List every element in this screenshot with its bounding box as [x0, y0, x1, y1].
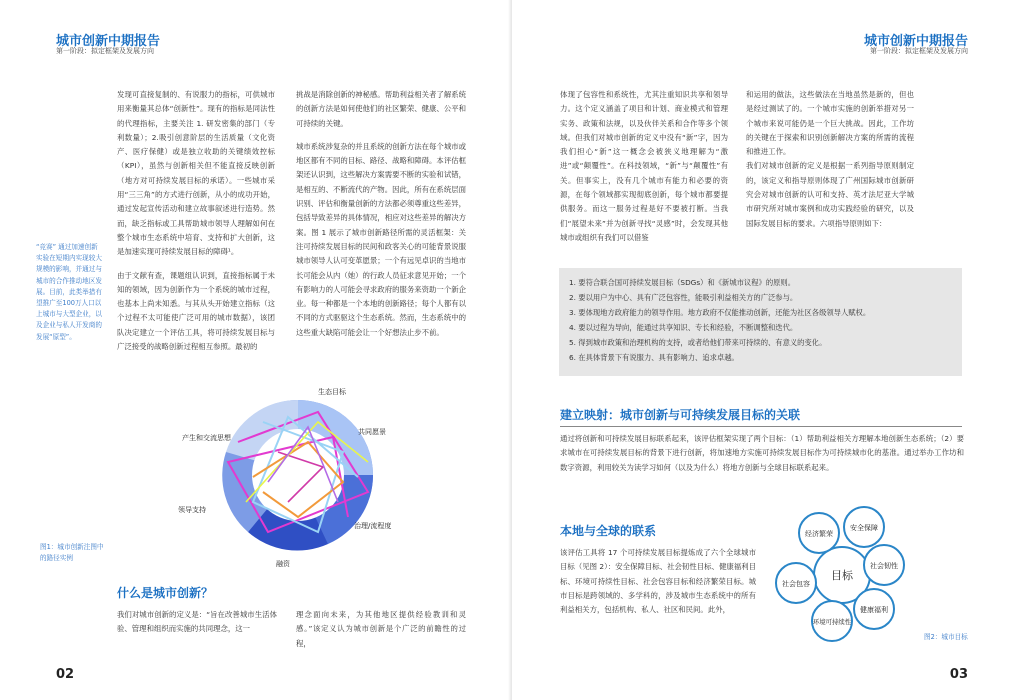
- left-col2-para2: 城市系统涉复杂的并且系统的创新方法在每个城市或地区都有不同的目标、路径、战略和障碍。本评估框架还认识到，这些解决方案需要不断的实验和试错，是相互的、不断流代的产物。因此，所有在系统层面识别、评估和衡量创新的方法都必须尊重这些差异，包括导致差异的具体情况，相应对这些差异的解决方案。图 1 展示了城市创新路径所需的灵活框架：关注可持续发展目标的民间和政客关心的可能背景说服城市领导人认可变革愿景；一个有远见卓识的当地市长可能会从内（她）的行政人员征求意见开始；一个有影响力的人可能会寻求政府的服务来资助一个新企业。每一种都是一个本地的创新路径；每个人都有以不同的方式驱驱这个生态系统。然而，生态系统中的这些重大缺陷可能会让一个好想法止步不前。: [296, 141, 466, 337]
- left-col2-para1: 挑战是消除创新的神秘感。帮助利益相关者了解系统的创新方法是如何使他们的社区繁荣、健康、公平和可持续的关键。: [296, 90, 466, 128]
- left-col1-para1: 发现可直接复制的、有说服力的指标，可供城市用来衡量其总体“创新性”。现有的指标是同法性的代理指标，主要关注 1. 研发密集的部门（专利数量）；2.吸引创意阶层的生活质量（文化资产、医疗保健）或是独立收助的关键绩效控标（KPI），虽然与创新相关但不能直接反映创新（地方对可持续发展目标的承诺）。一些城市采用“三三角”的方式进行创新，从小的成功开始，通过发起宣传活动和建立故事叙述进行造势。然而，缺乏指标或工具帮助城市领导人理解如何在整个城市生态系统中培育、支持和扩大创新，这是加速实现可持续发展目标的障碍¹。: [117, 90, 275, 257]
- header-title-right: 城市创新中期报告: [863, 34, 968, 49]
- principle-4: 4. 要以过程为导向，能通过共享知识、专长和经验，不断调整和迭代。: [569, 323, 798, 332]
- petal-label-security: 安全保障: [850, 524, 878, 532]
- figure1-pathway-diagram: [168, 382, 438, 568]
- principle-1: 1. 要符合联合国可持续发展目标（SDGs）和《新城市议程》的原则。: [569, 278, 796, 287]
- header-subtitle-right: 第一阶段：拟定框架及发展方向: [870, 47, 968, 55]
- left-col2: [296, 88, 466, 340]
- mapping-text: 通过将创新和可持续发展目标联系起来，该评估框架实现了两个目标：（1）帮助利益相关方理解本地创新生态系统；（2）要求城市在可持续发展目标的背景下进行创新，将加速地方实施可持续发展目标作为可持续城市化的基准。通过举办工作坊和数字资源，利用较关为读学习如何（以及为什么）将地方创新与全球目标联系起来。: [560, 434, 964, 472]
- petal-label-economy: 经济繁荣: [805, 530, 833, 538]
- fig1-label-ideas: 产生和交流思想: [182, 434, 231, 442]
- right-col1: 体现了包容性和系统性，尤其注重知识共享和领导力。这个定义涵盖了项目和计划、商业模式和管理实务、政策和法规，以及伙伴关系和合作等多个领域。但我们对城市创新的定义中没有“新”字，因为我们担心“新”这一概念会被狭义地理解为“激进”或“颠覆性”。在科技领域，“新”与“颠覆性”有关。但事实上，没有几个城市有能力和必要的资源，在每个领域都实现彻底创新，每个城市都要提供服务。而这一服务过程是好不要被打断。当我们“展望未来”并为创新寻找“灵感”时，会发现其他城市或组织有我们可以借鉴: [560, 90, 728, 242]
- petal-label-environment: 环境可持续性: [812, 618, 852, 626]
- page-number-left: 02: [56, 667, 75, 682]
- principle-5: 5. 得到城市政策和治理机构的支持，或者给他们带来可持续的、有意义的变化。: [569, 338, 827, 347]
- right-col2: 和运用的做法，这些做法在当地虽然是新的，但也是经过测试了的。一个城市实施的创新举措对另一个城市来说可能仍是一个巨大挑战。因此，工作坊的关键在于探索和识别创新解决方案的所需的流程和推进工作。 我们对城市创新的定义是根据一系列指导原则制定的，该定义和指导原则体现了广州国际城市创新研究会对城市创新的认可和支持、英才法尼亚大学城市研究所对城市案例和成功实践经验的研究，以及国际发展目标的要求。六项指导原则如下：: [746, 90, 914, 228]
- guiding-principles-box: [559, 268, 962, 376]
- goals-center-label: 目标: [831, 569, 853, 582]
- fig1-label-vision: 共同愿景: [358, 428, 386, 436]
- fig1-label-funding: 融资: [276, 560, 290, 568]
- left-col3a: 我们对城市创新的定义是：“旨在改善城市生活体验、管理和组织而实施的共同理念，这一: [117, 610, 277, 634]
- header-title-left: 城市创新中期报告: [56, 34, 161, 49]
- heading-what-is-urban-innovation: 什么是城市创新？: [117, 586, 214, 600]
- local-global-text: 该评估工具将 17 个可持续发展目标提炼成了六个全球城市目标（见图 2）：安全保障目标、社会韧性目标、健康福利目标、环境可持续性目标、社会包容目标和经济繁荣目标。城市目标是跨领域的、多学科的，涉及城市生态系统中的所有利益相关方，包括机构、私人、社区和民间。此外，: [560, 548, 756, 615]
- principle-3: 3. 要体现地方政府能力的领导作用。地方政府不仅能推动创新，还能为社区各级领导人赋权。: [569, 308, 871, 317]
- principle-2: 2. 要以用户为中心、具有广泛包容性，能吸引利益相关方的广泛参与。: [569, 293, 798, 302]
- heading-local-global: 本地与全球的联系: [560, 524, 657, 538]
- petal-label-health: 健康福利: [860, 606, 888, 614]
- fig1-label-leadership: 领导支持: [178, 506, 206, 514]
- fig1-label-governance: 治理/流程度: [354, 522, 392, 530]
- header-subtitle-left: 第一阶段：拟定框架及发展方向: [56, 47, 154, 55]
- heading-mapping-rule: [560, 426, 962, 427]
- heading-mapping: 建立映射：城市创新与可持续发展目标的关联: [560, 408, 801, 422]
- side-note-top: “竞赛” 通过加速创新实验在短期内实现较大规模的影响，并通过与城市的合作推动地区发展。目前，此类举措有望推广至100万人口以上城市与大型企业，以及企业与私人开发商的发展“原型”。: [36, 243, 102, 341]
- fig1-label-ecology: 生态目标: [318, 388, 346, 396]
- right-page: [512, 0, 1024, 700]
- petal-label-inclusion: 社会包容: [782, 580, 810, 588]
- left-col3b: 理念面向未来，为其他地区提供经验教训和灵感。”该定义认为城市创新是个广泛的前瞻性的过程，: [296, 610, 466, 648]
- figure2-caption: 图2：城市目标: [924, 633, 968, 641]
- page-number-right: 03: [949, 667, 968, 682]
- figure2-city-goals-diagram: [772, 505, 912, 645]
- left-col1: [117, 88, 275, 354]
- side-note-bottom: 图1：城市创新注图中的路径实例: [40, 543, 104, 563]
- petal-label-resilience: 社会韧性: [870, 562, 898, 570]
- principle-6: 6. 在具体背景下有说服力、具有影响力、追求卓越。: [569, 353, 739, 362]
- left-col1-para2: 由于文献有查，课题组认识到，直接指标属于未知的领域，因为创新作为一个系统的城市过程，也基本上尚未知悉。与其从头开始建立指标（这个过程不太可能使广泛可用的城市数据），该团队决定建立一个评估工具，将可持续发展目标与广泛接受的战略创新过程相互参照。最初的: [117, 270, 275, 352]
